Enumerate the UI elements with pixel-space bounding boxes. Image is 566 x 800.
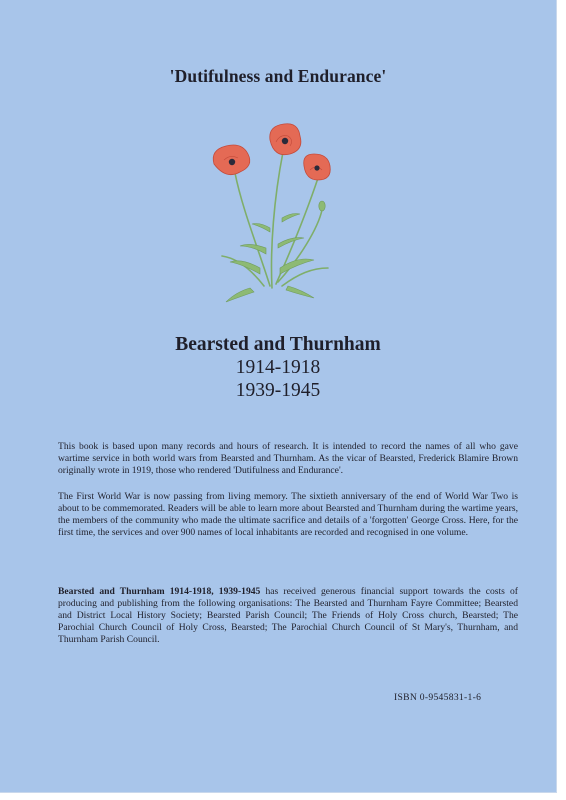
poppy-leaf <box>226 288 254 302</box>
description-paragraph-2: The First World War is now passing from living memory. The sixtieth anniversary of the end of World War Two is about to be commemorated. Readers will be able to learn more about Bearsted and Thurnham during the wartime years, the members of the community who made the ultimate sacrifice and details of a 'forgotten' George Cross. Here, for the first time, the services and over 900 names of local inhabitants are recorded and recognised in one volume. <box>58 491 518 538</box>
cover-title: 'Dutifulness and Endurance' <box>169 66 387 86</box>
isbn: ISBN 0-9545831-1-6 <box>394 692 482 703</box>
poppy-bud <box>319 201 325 211</box>
book-title-years-2: 1939-1945 <box>235 380 321 401</box>
book-title-name: Bearsted and Thurnham <box>175 334 381 355</box>
poppy-flower-right <box>304 154 331 180</box>
poppy-leaf <box>252 224 270 233</box>
poppy-flower-top <box>270 124 301 155</box>
funding-text: has received generous financial support towards the costs of producing and publishing from the following organisations: The Bearsted and Thurnham Fayre Committee; Bearsted and District Local History Society; Bearsted Parish Council; The Friends of Holy Cross church, Bearsted; The Parochial Church Council of Holy Cross, Bearsted; The Parochial Church Council of St Mary's, Thurnham, and Thurnham Parish Council. <box>58 586 519 645</box>
description-paragraph-1: This book is based upon many records and hours of research. It is intended to record the names of all who gave wartime service in both world wars from Bearsted and Thurnham. As the vicar of Bearsted, Frederick Blamire Brown originally wrote in 1919, those who rendered 'Dutifulness and Endurance'. <box>58 441 518 476</box>
book-title <box>0 333 556 402</box>
funding-book-title: Bearsted and Thurnham 1914-1918, 1939-1945 <box>58 586 261 597</box>
book-title-years-1: 1914-1918 <box>235 357 321 378</box>
funding-paragraph <box>58 586 518 646</box>
poppy-leaf <box>240 244 266 254</box>
poppies-illustration <box>200 118 350 303</box>
poppy-flower-left <box>213 145 250 175</box>
poppy-leaf <box>282 214 300 223</box>
poppy-leaf <box>286 286 314 298</box>
poppy-leaf <box>278 238 304 248</box>
